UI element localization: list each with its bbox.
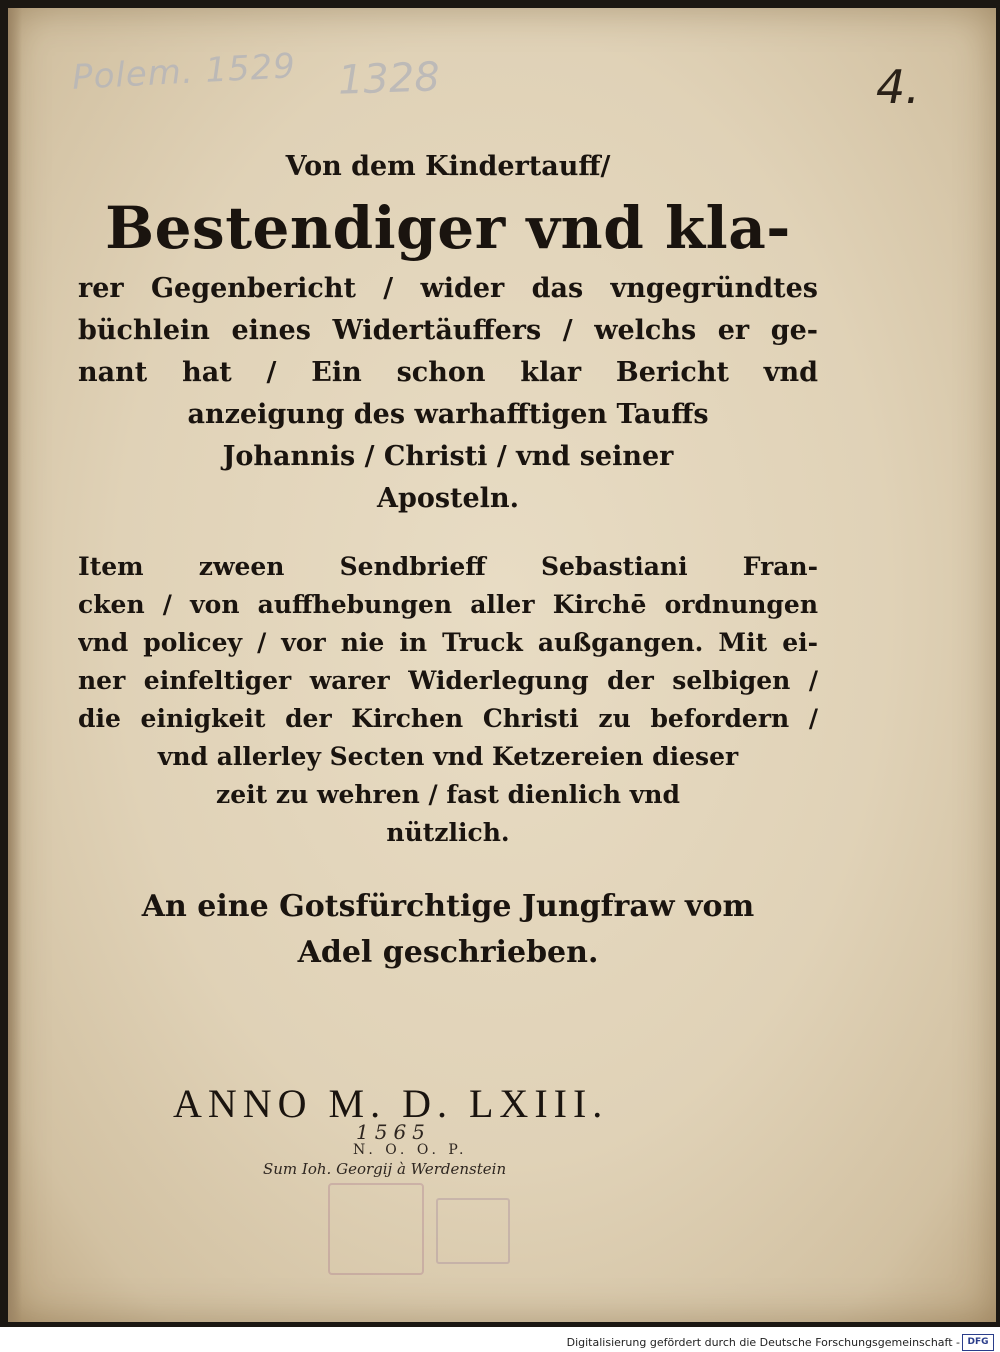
- pencil-shelfmark: Polem. 1529: [71, 46, 297, 98]
- title-body-line: Johannis / Christi / vnd seiner: [222, 441, 674, 472]
- title-line-1: Von dem Kindertauff/: [285, 151, 611, 182]
- title-page: [8, 8, 996, 1322]
- library-stamp-secondary: [436, 1198, 510, 1264]
- subtitle-line: die einigkeit der Kirchen Christi zu befordern /: [78, 704, 818, 733]
- title-block: [78, 146, 818, 976]
- manuscript-year: 1565: [356, 1120, 431, 1144]
- title-body-line: Aposteln.: [377, 483, 519, 514]
- dfg-logo: DFG: [962, 1334, 994, 1351]
- manuscript-initials: N. O. O. P.: [353, 1142, 468, 1158]
- digitization-credit: Digitalisierung gefördert durch die Deutsche Forschungsgemeinschaft -: [566, 1336, 960, 1349]
- subtitle-line: Item zween Sendbrieff Sebastiani Fran-: [78, 552, 818, 581]
- dedication-line: An eine Gotsfürchtige Jungfraw vom: [141, 889, 755, 924]
- title-body-line: büchlein eines Widertäuffers / welchs er ge-: [78, 315, 818, 346]
- manuscript-owner-inscription: Sum Ioh. Georgij à Werdenstein: [263, 1160, 507, 1178]
- subtitle-line: cken / von auffhebungen aller Kirchē ordnungen: [78, 590, 818, 619]
- imprint-year: ANNO M. D. LXIII.: [173, 1081, 609, 1126]
- library-stamp: [328, 1183, 424, 1275]
- title-line-2: Bestendiger vnd kla-: [105, 194, 791, 262]
- dedication-line: Adel geschrieben.: [297, 935, 599, 970]
- title-body-line: nant hat / Ein schon klar Bericht vnd: [78, 357, 818, 388]
- subtitle-line: zeit zu wehren / fast dienlich vnd: [216, 780, 680, 809]
- title-body-line: rer Gegenbericht / wider das vngegründtes: [78, 273, 818, 304]
- title-body-line: anzeigung des warhafftigen Tauffs: [187, 399, 709, 430]
- subtitle-line: vnd allerley Secten vnd Ketzereien dieser: [157, 742, 739, 771]
- pencil-number: 1328: [337, 54, 441, 104]
- subtitle-line: vnd policey / vor nie in Truck außgangen. Mit ei-: [78, 628, 818, 657]
- subtitle-line: ner einfeltiger warer Widerlegung der selbigen /: [78, 666, 818, 695]
- subtitle-line: nützlich.: [386, 818, 510, 847]
- folio-number: 4.: [876, 60, 920, 114]
